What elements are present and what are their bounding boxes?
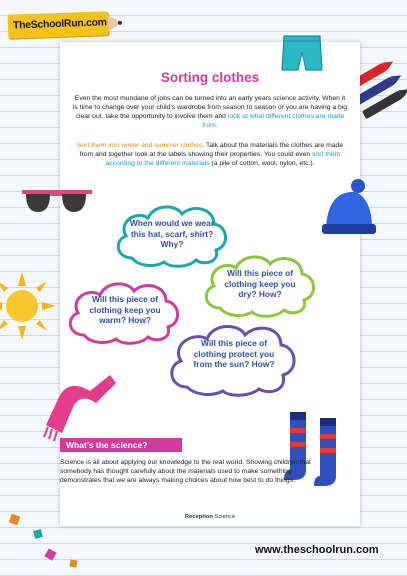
sunglasses-icon bbox=[20, 184, 94, 216]
hat-icon bbox=[316, 176, 380, 240]
worksheet-page bbox=[60, 42, 360, 526]
footer-year: Reception bbox=[184, 514, 213, 520]
website-url[interactable]: www.theschoolrun.com bbox=[255, 544, 379, 556]
sort-paragraph bbox=[72, 141, 348, 168]
intro-paragraph bbox=[72, 94, 348, 130]
logo-text: TheSchoolRun.com bbox=[12, 16, 107, 32]
science-paragraph: Science is all about applying our knowledge to the real world. Showing children that somebody has thought carefully about the materials used to make something demonstrates that we are always making choices about how best to do things. bbox=[60, 459, 311, 484]
intro-text: Even the most mundane of jobs can be turned into an early years science activity. When it is time to change over your child’s wardrobe from season to season or you are having a big clear out, take the opportunity to involve them and bbox=[72, 95, 348, 120]
page-title: Sorting clothes bbox=[160, 70, 260, 85]
intro-end: . bbox=[215, 122, 218, 129]
question-2: Will this piece of clothing keep you dry? How? bbox=[224, 268, 296, 299]
science-heading-bar bbox=[60, 438, 182, 452]
decor-square bbox=[33, 529, 43, 539]
question-1: When would we wear this hat, scarf, shirt? Why? bbox=[129, 218, 215, 249]
scarf-icon bbox=[40, 367, 124, 441]
shorts-icon bbox=[278, 30, 326, 78]
sort-link[interactable]: sort them according to the different materials bbox=[105, 151, 341, 167]
question-4: Will this piece of clothing protect you from the sun? How? bbox=[193, 338, 275, 369]
footer-label bbox=[60, 514, 360, 520]
decor-square bbox=[69, 559, 77, 567]
sort-mid: . Talk about the materials the clothes are made from and together look at the labels showing their properties. You could even bbox=[79, 142, 344, 158]
sort-lead: Sort them into winter and summer clothes bbox=[76, 142, 203, 149]
footer-subject: Science bbox=[214, 514, 236, 520]
science-heading: What’s the science? bbox=[66, 440, 148, 450]
intro-link[interactable]: look at what different clothes are made from bbox=[202, 113, 345, 129]
sort-end: (a pile of cotton, wool, nylon, etc.). bbox=[209, 160, 315, 167]
decor-square bbox=[44, 548, 56, 560]
question-3: Will this piece of clothing keep you warm? How? bbox=[89, 294, 161, 325]
site-logo[interactable] bbox=[8, 11, 109, 38]
sun-icon bbox=[0, 270, 58, 342]
decor-square bbox=[9, 514, 21, 526]
